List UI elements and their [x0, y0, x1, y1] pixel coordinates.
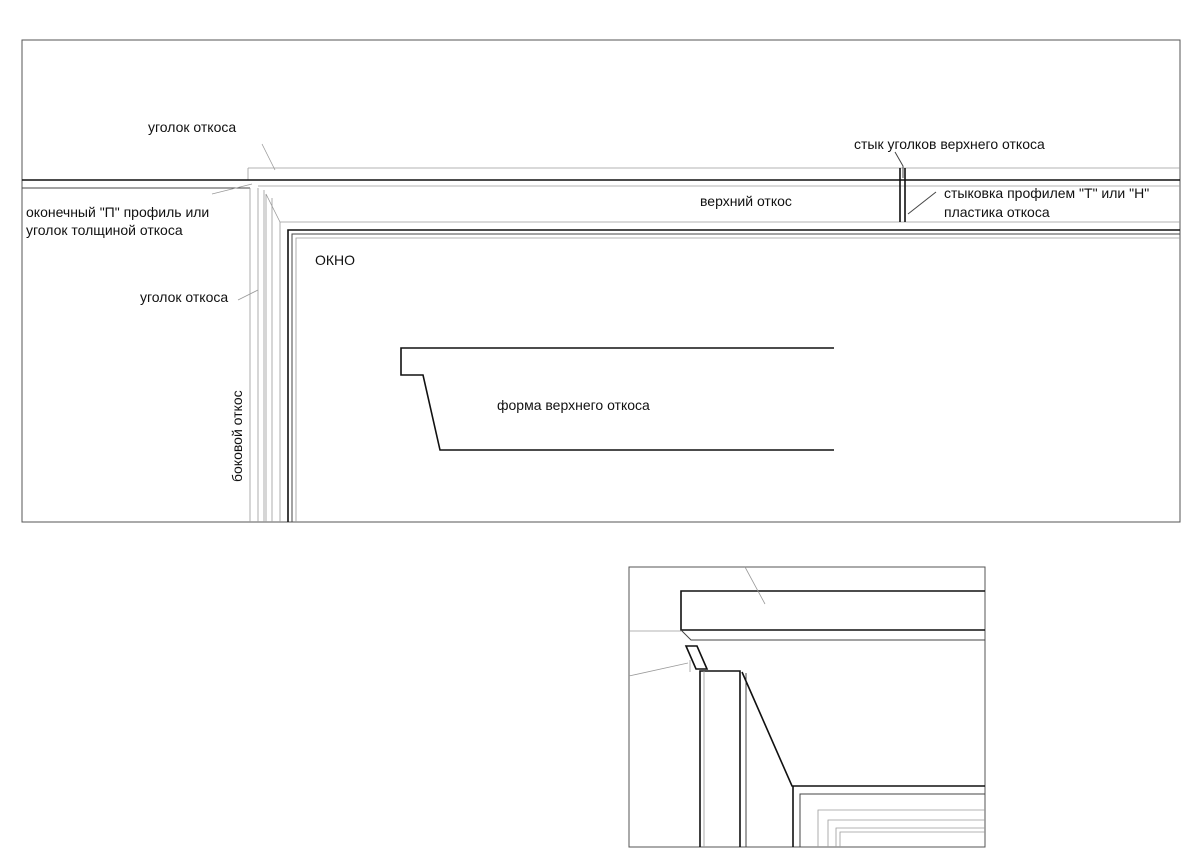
window-frame-inner [292, 234, 1180, 522]
detail-side-slope [700, 671, 740, 847]
detail-top-slope-bevel [742, 672, 985, 786]
docking-leader [908, 192, 936, 214]
detail-frame [629, 567, 985, 847]
main-drawing [22, 40, 1180, 522]
label-end-profile-1: оконечный "П" профиль или [26, 204, 210, 220]
side-slope-edges [250, 188, 280, 522]
label-docking-1: стыковка профилем "Т" или "Н" [944, 185, 1150, 201]
top-corner-strip [248, 168, 1180, 180]
detail-end-profile [686, 646, 707, 669]
detail-thin-lines [629, 567, 765, 676]
end-profile-leader [212, 184, 252, 194]
detail-corner-profile [681, 591, 985, 630]
detail-window-frame-thin [818, 810, 985, 847]
label-docking-2: пластика откоса [944, 204, 1050, 220]
label-joint-corners: стык уголков верхнего откоса [854, 136, 1045, 152]
joint-corners-leader [895, 152, 903, 178]
label-side-slope: боковой откос [229, 390, 245, 482]
side-slope-inner [272, 198, 280, 522]
side-corner-leader [238, 290, 258, 300]
detail-view [629, 567, 985, 847]
window-frame-outer [288, 230, 1180, 522]
label-top-slope: верхний откос [700, 193, 792, 209]
window-frame-inner2 [296, 238, 1180, 522]
corner-top-leader [262, 144, 275, 170]
label-corner-side: уголок откоса [140, 289, 229, 305]
detail-corner-profile-lower [681, 630, 985, 640]
label-window: ОКНО [315, 252, 356, 268]
label-corner-top: уголок откоса [148, 119, 237, 135]
label-end-profile-2: уголок толщиной откоса [26, 222, 183, 238]
detail-side-slope-thin [690, 660, 704, 847]
label-top-slope-shape: форма верхнего откоса [497, 397, 650, 413]
